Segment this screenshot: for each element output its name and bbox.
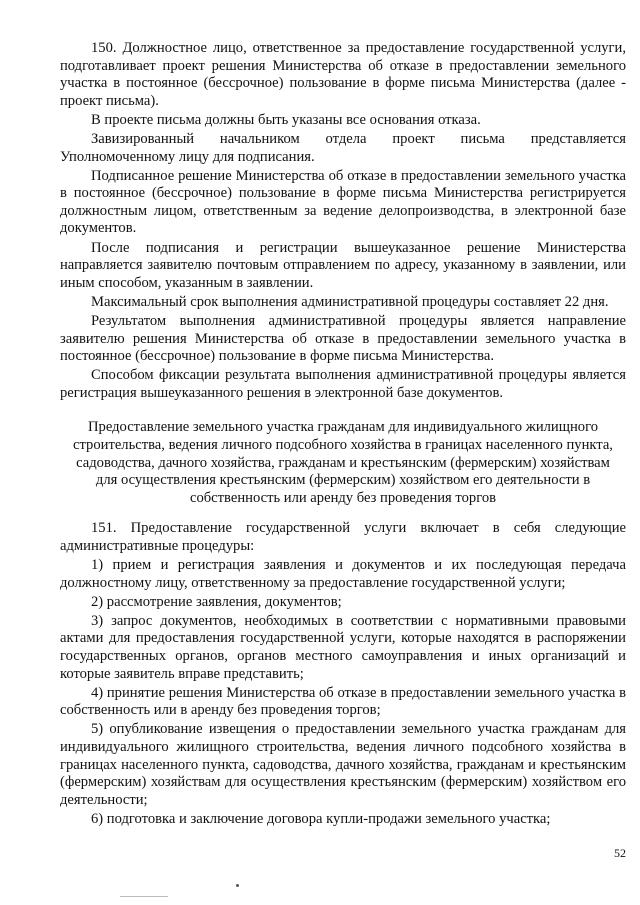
paragraph-deadline: Максимальный срок выполнения административной процедуры составляет 22 дня. [91,293,609,310]
scan-speck [236,884,239,887]
list-item-5: 5) опубликование извещения о предоставлении земельного участка гражданам для индивидуального жилищного строительства, ведения личного подсобного хозяйства в границах населенного пункта, садоводства, дачного хозяйства, гражданам и крестьянским (фермерским) хозяйствам для осуществления крестьянским (фермерским) хозяйством его деятельности; [60,721,626,808]
paragraph-sending: После подписания и регистрации вышеуказанное решение Министерства направляется заявителю почтовым отправлением по адресу, указанному в заявлении, или иным способом, указанным в заявлении. [60,239,626,291]
section-heading: Предоставление земельного участка гражданам для индивидуального жилищного строительства, ведения личного подсобного хозяйства в границах населенного пункта, садоводства, дачного хозяйства, гражданам и крестьянским (фермерским) хозяйствам для осуществления крестьянским (фермерским) хозяйством его деятельности в собственность или аренду без проведения торгов [73,419,613,506]
paragraph-150: 150. Должностное лицо, ответственное за предоставление государственной услуги, подготавливает проект решения Министерства об отказе в предоставлении земельного участка в постоянное (бессрочное) пользование в форме письма Министерства (далее - проект письма). [60,40,626,109]
list-item-3: 3) запрос документов, необходимых в соответствии с нормативными правовыми актами для предоставления государственной услуги, которые находятся в распоряжении государственных органов, органов местного самоуправления и иных организаций и которые заявитель вправе представить; [60,612,626,682]
paragraph-signing: Завизированный начальником отдела проект письма представляется Уполномоченному лицу для подписания. [60,130,626,165]
document-body [60,40,626,830]
scan-mark [120,896,168,897]
paragraph-registration: Подписанное решение Министерства об отказе в предоставлении земельного участка в постоянное (бессрочное) пользование в форме письма Министерства регистрируется должностным лицом, ответственным за ведение делопроизводства, в электронной базе документов. [60,167,626,237]
page-number: 52 [614,846,626,860]
list-item-1: 1) прием и регистрация заявления и документов и их последующая передача должностному лицу, ответственному за предоставление государственной услуги; [60,557,626,591]
paragraph-151: 151. Предоставление государственной услуги включает в себя следующие административные процедуры: [60,520,626,554]
list-item-4: 4) принятие решения Министерства об отказе в предоставлении земельного участка в собственность или в аренду без проведения торгов; [60,684,626,719]
list-item-2: 2) рассмотрение заявления, документов; [91,593,342,610]
paragraph-recording: Способом фиксации результата выполнения административной процедуры является регистрация вышеуказанного решения в электронной базе документов. [60,367,626,401]
list-item-6: 6) подготовка и заключение договора купли-продажи земельного участка; [91,810,551,827]
paragraph-grounds: В проекте письма должны быть указаны все основания отказа. [91,111,481,128]
paragraph-result: Результатом выполнения административной процедуры является направление заявителю решения Министерства об отказе в предоставлении земельного участка в постоянное (бессрочное) пользование в форме письма Министерства. [60,312,626,365]
